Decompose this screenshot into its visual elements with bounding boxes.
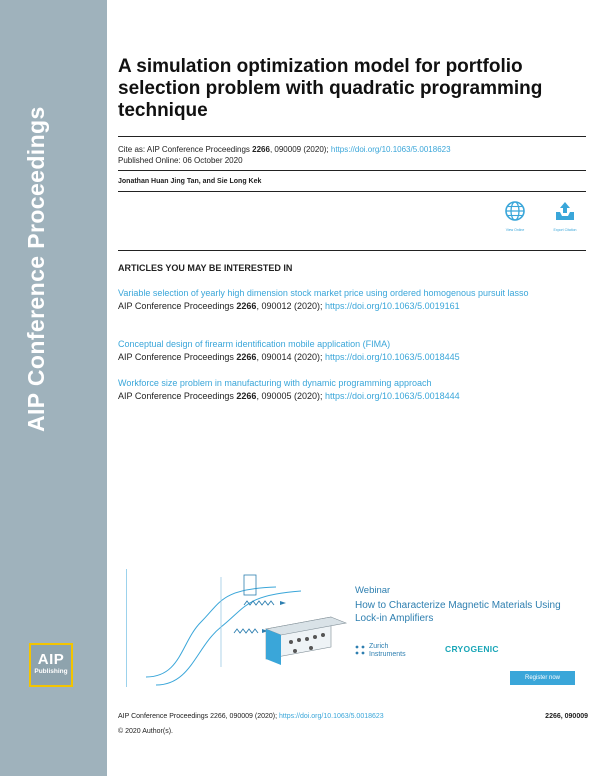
related-article-title[interactable]: Variable selection of yearly high dimension stock market price using ordered homogenous pursuit lasso bbox=[118, 288, 529, 298]
lock-in-amplifier-device bbox=[266, 617, 346, 665]
citation-block bbox=[118, 144, 451, 166]
footer-doi-link[interactable]: https://doi.org/10.1063/5.0018623 bbox=[278, 713, 384, 720]
export-citation-label: Export Citation bbox=[553, 228, 577, 232]
related-articles-heading: ARTICLES YOU MAY BE INTERESTED IN bbox=[118, 263, 293, 273]
article-title: A simulation optimization model for portfolio selection problem with quadratic programming technique bbox=[118, 56, 543, 121]
cite-divider bbox=[118, 170, 586, 171]
related-article-title[interactable]: Workforce size problem in manufacturing with dynamic programming approach bbox=[118, 378, 432, 388]
related-article bbox=[118, 377, 586, 402]
view-online-button[interactable] bbox=[495, 200, 535, 232]
cite-rest: , 090014 (2020); bbox=[256, 352, 325, 362]
cite-prefix: AIP Conference Proceedings bbox=[118, 301, 237, 311]
related-article-title[interactable]: Conceptual design of firearm identification mobile application (FIMA) bbox=[118, 339, 391, 349]
cite-rest: , 090005 (2020); bbox=[256, 391, 325, 401]
authors-divider bbox=[118, 191, 586, 192]
journal-name: AIP Conference Proceedings bbox=[23, 106, 49, 432]
journal-sidebar bbox=[0, 0, 107, 776]
related-doi-link[interactable]: https://doi.org/10.1063/5.0018444 bbox=[325, 391, 460, 401]
copyright-notice: © 2020 Author(s). bbox=[118, 728, 173, 735]
cite-volume: 2266 bbox=[236, 352, 257, 362]
cite-rest: , 090012 (2020); bbox=[256, 301, 325, 311]
cite-prefix: AIP Conference Proceedings bbox=[118, 391, 237, 401]
cite-prefix: AIP Conference Proceedings bbox=[118, 352, 237, 362]
footer-citation bbox=[118, 713, 384, 720]
view-online-label: View Online bbox=[505, 228, 525, 232]
aip-publishing-logo[interactable] bbox=[29, 643, 73, 687]
cite-volume: 2266 bbox=[236, 391, 257, 401]
title-divider bbox=[118, 136, 586, 137]
footer-page-number: 2266, 090009 bbox=[545, 713, 588, 720]
related-article-citation bbox=[118, 390, 586, 402]
export-icon bbox=[554, 200, 576, 222]
globe-icon bbox=[504, 200, 526, 222]
cite-volume: 2266 bbox=[252, 145, 270, 154]
ad-illustration bbox=[126, 567, 356, 689]
brand-line: Zurich bbox=[369, 643, 389, 650]
related-doi-link[interactable]: https://doi.org/10.1063/5.0018445 bbox=[325, 352, 460, 362]
related-article bbox=[118, 287, 586, 312]
zurich-instruments-logo-icon bbox=[354, 644, 366, 656]
published-date: Published Online: 06 October 2020 bbox=[118, 156, 243, 165]
cite-rest: , 090009 (2020); bbox=[269, 145, 331, 154]
tools-divider bbox=[118, 250, 586, 251]
cite-volume: 2266 bbox=[236, 301, 257, 311]
related-article bbox=[118, 338, 586, 363]
footer-cite-text: AIP Conference Proceedings 2266, 090009 (2020); bbox=[118, 713, 279, 720]
cryogenic-brand: CRYOGENIC bbox=[445, 644, 499, 654]
register-now-button[interactable]: Register now bbox=[510, 671, 575, 685]
related-article-citation bbox=[118, 300, 586, 312]
authors: Jonathan Huan Jing Tan, and Sie Long Kek bbox=[118, 178, 262, 185]
logo-text: AIP bbox=[37, 651, 65, 668]
cite-prefix: Cite as: AIP Conference Proceedings bbox=[118, 145, 253, 154]
logo-subtext: Publishing bbox=[34, 668, 68, 675]
related-article-citation bbox=[118, 351, 586, 363]
export-citation-button[interactable] bbox=[545, 200, 585, 232]
webinar-advertisement[interactable] bbox=[126, 567, 575, 689]
zurich-instruments-brand bbox=[369, 643, 406, 659]
article-doi-link[interactable]: https://doi.org/10.1063/5.0018623 bbox=[330, 145, 451, 154]
related-doi-link[interactable]: https://doi.org/10.1063/5.0019161 bbox=[325, 301, 460, 311]
ad-subtitle: How to Characterize Magnetic Materials Using Lock-in Amplifiers bbox=[355, 600, 561, 624]
ad-heading: Webinar bbox=[355, 585, 391, 596]
brand-line: Instruments bbox=[369, 651, 406, 658]
